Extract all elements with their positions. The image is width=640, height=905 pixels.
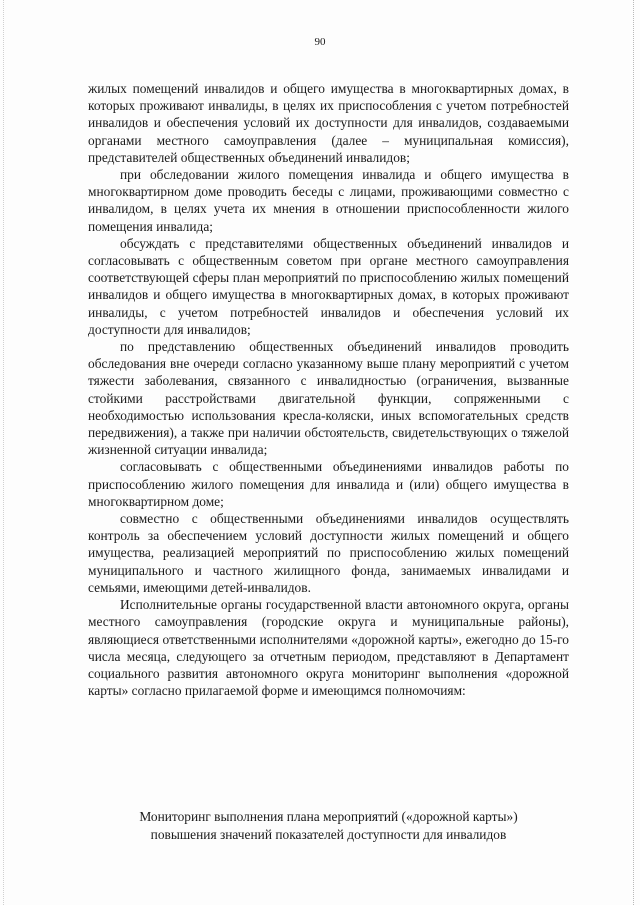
section-title xyxy=(88,808,569,844)
scan-edge-left xyxy=(3,0,5,905)
section-title-line-2: повышения значений показателей доступности для инвалидов xyxy=(150,827,507,842)
paragraph-agree-works: согласовывать с общественными объединениями инвалидов работы по приспособлению жилого помещения для инвалида и (или) общего имущества в многоквартирном доме; xyxy=(88,459,569,509)
paragraph-joint-control: совместно с общественными объединениями инвалидов осуществлять контроль за обеспечением условий доступности жилых помещений и общего имущества, реализацией мероприятий по приспособлению жилых помещений муниципального и частного жилищного фонда, занимаемых инвалидами и семьями, имеющими детей-инвалидов. xyxy=(88,511,569,595)
paragraph-priority-surveys: по представлению общественных объединений инвалидов проводить обследования вне очереди согласно указанному выше плану мероприятий с учетом тяжести заболевания, связанного с инвалидностью (ограничения, вызванные стойкими расстройствами двигательной функции, сопряженными с необходимостью использования кресла-коляски, иных вспомогательных средств передвижения), а также при наличии обстоятельств, свидетельствующих о тяжелой жизненной ситуации инвалида; xyxy=(88,339,569,458)
section-title-line-1: Мониторинг выполнения плана мероприятий («дорожной карты») xyxy=(139,809,518,824)
paragraph-continuation: жилых помещений инвалидов и общего имущества в многоквартирных домах, в которых проживают инвалиды, в целях их приспособления с учетом потребностей инвалидов и обеспечения условий их доступности для инвалидов, создаваемыми органами местного самоуправления (далее – муниципальная комиссия), представителей общественных объединений инвалидов; xyxy=(88,81,569,165)
paragraph-discuss-plan: обсуждать с представителями общественных объединений инвалидов и согласовывать с общественным советом при органе местного самоуправления соответствующей сферы план мероприятий по приспособлению жилых помещений инвалидов и общего имущества в многоквартирных домах, в которых проживают инвалиды, с учетом потребностей инвалидов и обеспечения условий их доступности для инвалидов; xyxy=(88,235,569,337)
page-number: 90 xyxy=(314,36,326,48)
body-text xyxy=(88,80,569,699)
scan-edge-right xyxy=(632,0,634,905)
paragraph-monitoring-reporting: Исполнительные органы государственной власти автономного округа, органы местного самоуправления (городские округа и муниципальные районы), являющиеся ответственными исполнителями «дорожной карты», ежегодно до 15-го числа месяца, следующего за отчетным периодом, представляют в Департамент социального развития автономного округа мониторинг выполнения «дорожной карты» согласно прилагаемой форме и имеющимся полномочиям: xyxy=(88,597,569,699)
paragraph-survey-conversations: при обследовании жилого помещения инвалида и общего имущества в многоквартирном доме проводить беседы с лицами, проживающими совместно с инвалидом, в целях учета их мнения в отношении приспособленности жилого помещения инвалида; xyxy=(88,167,569,234)
